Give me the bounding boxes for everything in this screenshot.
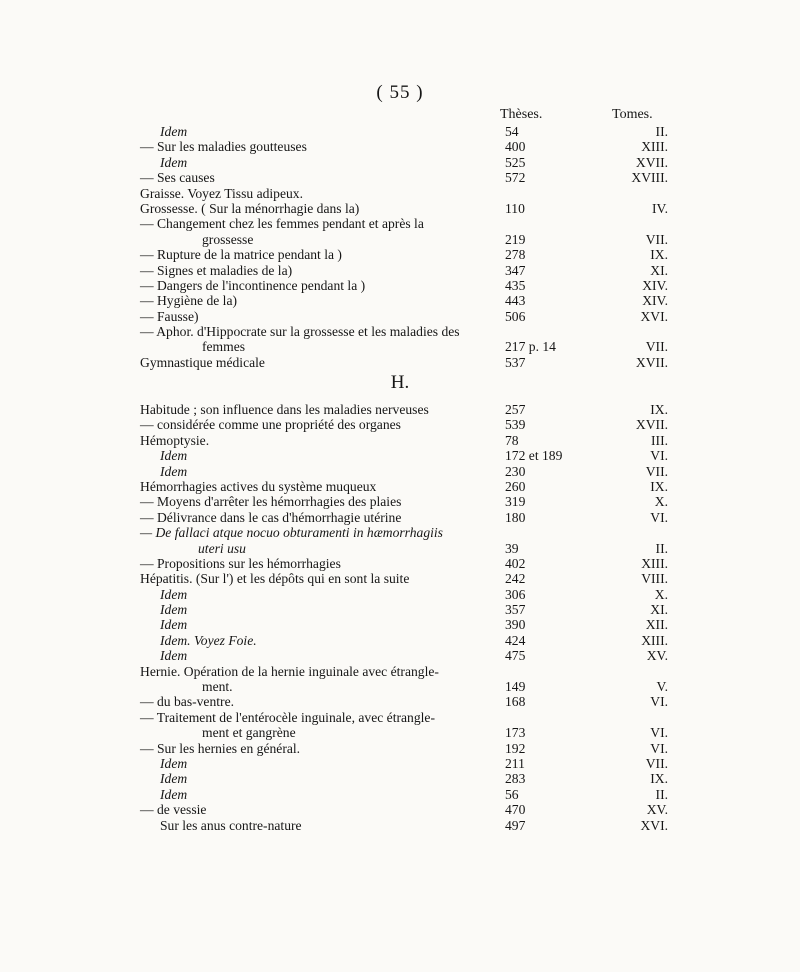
index-entry [140,417,670,432]
index-entry [140,510,670,525]
entry-text: Idem [160,771,188,787]
entry-thesis-number: 278 [505,247,526,263]
entry-text: Hémorrhagies actives du système muqueux [140,478,377,494]
entry-text: — du bas-ventre. [140,694,234,710]
entry-text: Idem. Voyez Foie. [160,632,257,648]
entry-text: — Traitement de l'entérocèle inguinale, avec étrangle- [140,709,435,725]
entry-text: — Ses causes [140,170,215,186]
index-entry [140,679,670,694]
index-entry [140,710,670,725]
index-entry [140,324,670,339]
index-entry [140,433,670,448]
index-entry [140,725,670,740]
entry-tome: XV. [646,802,668,818]
entry-text: — Signes et maladies de la) [140,262,293,278]
entry-tome: VI. [650,509,668,525]
index-entry [140,541,670,556]
index-entry [140,339,670,354]
entry-text: — Sur les hernies en général. [140,740,301,756]
entry-tome: XIII. [641,632,668,648]
entry-tome: X. [654,494,668,510]
entry-tome: IX. [650,771,668,787]
entry-text: — Propositions sur les hémorrhagies [140,555,341,571]
entry-thesis-number: 390 [505,617,526,633]
entry-text: — Fausse) [140,308,199,324]
index-entry [140,771,670,786]
entry-text: uteri usu [198,540,246,556]
entry-tome: IV. [652,200,668,216]
index-entry [140,263,670,278]
entry-text: Gymnastique médicale [140,354,265,370]
entry-thesis-number: 78 [505,432,519,448]
entry-tome: V. [656,679,668,695]
entry-thesis-number: 110 [505,200,525,216]
entry-thesis-number: 172 et 189 [505,448,563,464]
entry-text: Idem [160,602,188,618]
index-entry [140,170,670,185]
entry-thesis-number: 54 [505,124,519,139]
entry-thesis-number: 173 [505,725,526,741]
entry-thesis-number: 572 [505,170,526,186]
entry-tome: VI. [650,740,668,756]
entry-tome: XII. [645,617,668,633]
letter-heading-h: H. [390,372,410,393]
entry-thesis-number: 400 [505,139,526,155]
entry-text: — Moyens d'arrêter les hémorrhagies des plaies [140,494,402,510]
entry-thesis-number: 435 [505,277,526,293]
entry-thesis-number: 357 [505,602,526,618]
entry-thesis-number: 443 [505,293,526,309]
entry-text: Idem [160,124,188,139]
entry-thesis-number: 470 [505,802,526,818]
index-entry [140,124,670,139]
index-entry [140,694,670,709]
entry-text: — De fallaci atque nocuo obturamenti in hæmorrhagiis [140,525,443,541]
entry-text: Grossesse. ( Sur la ménorrhagie dans la) [140,200,360,216]
entry-thesis-number: 219 [505,231,526,247]
entry-tome: XIV. [642,293,668,309]
entry-text: Graisse. Voyez Tissu adipeux. [140,185,304,201]
entry-tome: XVI. [640,308,668,324]
entry-text: Idem [160,463,188,479]
entry-text: Idem [160,617,188,633]
index-entry [140,186,670,201]
index-entry [140,402,670,417]
entry-text: — considérée comme une propriété des organes [140,417,401,433]
entry-tome: XVII. [635,354,668,370]
entry-text: Idem [160,586,188,602]
page-number: ( 55 ) [376,82,424,103]
entry-text: Idem [160,448,188,464]
entry-text: — Changement chez les femmes pendant et après la [140,216,424,232]
entry-thesis-number: 539 [505,417,526,433]
entry-thesis-number: 211 [505,755,525,771]
index-entry [140,571,670,586]
entry-text: Hémoptysie. [140,432,210,448]
index-entry [140,464,670,479]
entry-tome: XI. [650,262,668,278]
index-entry [140,201,670,216]
entry-tome: VI. [650,448,668,464]
entry-tome: XVII. [635,154,668,170]
entry-thesis-number: 475 [505,648,526,664]
entry-text: — Hygiène de la) [140,293,238,309]
entry-thesis-number: 402 [505,555,526,571]
entry-tome: VIII. [641,571,668,587]
index-entry [140,494,670,509]
column-header-tomes: Tomes. [612,107,653,122]
index-entry [140,617,670,632]
entry-text: Hernie. Opération de la hernie inguinale avec étrangle- [140,663,439,679]
index-entry [140,355,670,370]
entry-text: — Délivrance dans le cas d'hémorrhagie utérine [140,509,402,525]
entry-thesis-number: 168 [505,694,526,710]
entry-text: ment. [202,679,233,695]
entry-thesis-number: 260 [505,478,526,494]
entry-text: — Rupture de la matrice pendant la ) [140,247,342,263]
entry-text: grossesse [202,231,254,247]
entry-thesis-number: 525 [505,154,526,170]
entry-tome: XI. [650,602,668,618]
entry-text: Idem [160,154,188,170]
entry-text: Idem [160,755,188,771]
index-entry [140,448,670,463]
entry-tome: XVIII. [631,170,668,186]
entry-text: Idem [160,786,188,802]
entry-text: Habitude ; son influence dans les maladies nerveuses [140,402,429,417]
index-entry [140,293,670,308]
index-entry [140,309,670,324]
index-entry [140,741,670,756]
entry-tome: VII. [645,231,668,247]
index-entry [140,602,670,617]
index-entry [140,648,670,663]
entry-thesis-number: 56 [505,786,519,802]
entry-thesis-number: 149 [505,679,526,695]
entry-tome: VII. [645,339,668,355]
entry-tome: III. [651,432,668,448]
index-entry [140,633,670,648]
entry-tome: VII. [645,463,668,479]
entry-thesis-number: 39 [505,540,519,556]
index-entry [140,587,670,602]
index-entry [140,525,670,540]
index-entry [140,139,670,154]
column-header-theses: Thèses. [500,107,543,122]
entry-text: — Sur les maladies goutteuses [140,139,307,155]
entry-thesis-number: 283 [505,771,526,787]
entry-tome: XIV. [642,277,668,293]
entry-tome: II. [655,786,668,802]
entry-thesis-number: 180 [505,509,526,525]
entry-thesis-number: 192 [505,740,526,756]
index-section-g [140,124,670,370]
entry-tome: XIII. [641,555,668,571]
entry-text: — Aphor. d'Hippocrate sur la grossesse et les maladies des [140,324,460,340]
entry-thesis-number: 242 [505,571,526,587]
entry-tome: II. [655,540,668,556]
index-entry [140,479,670,494]
entry-tome: VI. [650,694,668,710]
entry-thesis-number: 217 p. 14 [505,339,556,355]
entry-thesis-number: 230 [505,463,526,479]
entry-tome: XVI. [640,817,668,833]
index-entry [140,787,670,802]
index-entry [140,556,670,571]
entry-tome: II. [655,124,668,139]
entry-tome: IX. [650,247,668,263]
entry-thesis-number: 306 [505,586,526,602]
entry-tome: XV. [646,648,668,664]
index-entry [140,802,670,817]
index-entry [140,818,670,833]
entry-tome: XVII. [635,417,668,433]
index-entry [140,247,670,262]
entry-thesis-number: 537 [505,354,526,370]
entry-thesis-number: 347 [505,262,526,278]
entry-tome: IX. [650,402,668,417]
entry-thesis-number: 424 [505,632,526,648]
entry-text: Idem [160,648,188,664]
entry-tome: X. [654,586,668,602]
index-entry [140,756,670,771]
index-entry [140,155,670,170]
entry-thesis-number: 506 [505,308,526,324]
entry-text: femmes [202,339,246,355]
index-section-h [140,402,670,833]
index-entry [140,278,670,293]
entry-tome: VI. [650,725,668,741]
entry-thesis-number: 319 [505,494,526,510]
entry-text: — de vessie [140,802,207,818]
entry-text: — Dangers de l'incontinence pendant la ) [140,277,366,293]
entry-tome: IX. [650,478,668,494]
index-entry [140,232,670,247]
entry-thesis-number: 497 [505,817,526,833]
entry-tome: VII. [645,755,668,771]
entry-text: ment et gangrène [202,725,296,741]
index-entry [140,216,670,231]
entry-thesis-number: 257 [505,402,526,417]
entry-text: Hépatitis. (Sur l') et les dépôts qui en sont la suite [140,571,410,587]
entry-tome: XIII. [641,139,668,155]
index-entry [140,664,670,679]
entry-text: Sur les anus contre-nature [160,817,302,833]
